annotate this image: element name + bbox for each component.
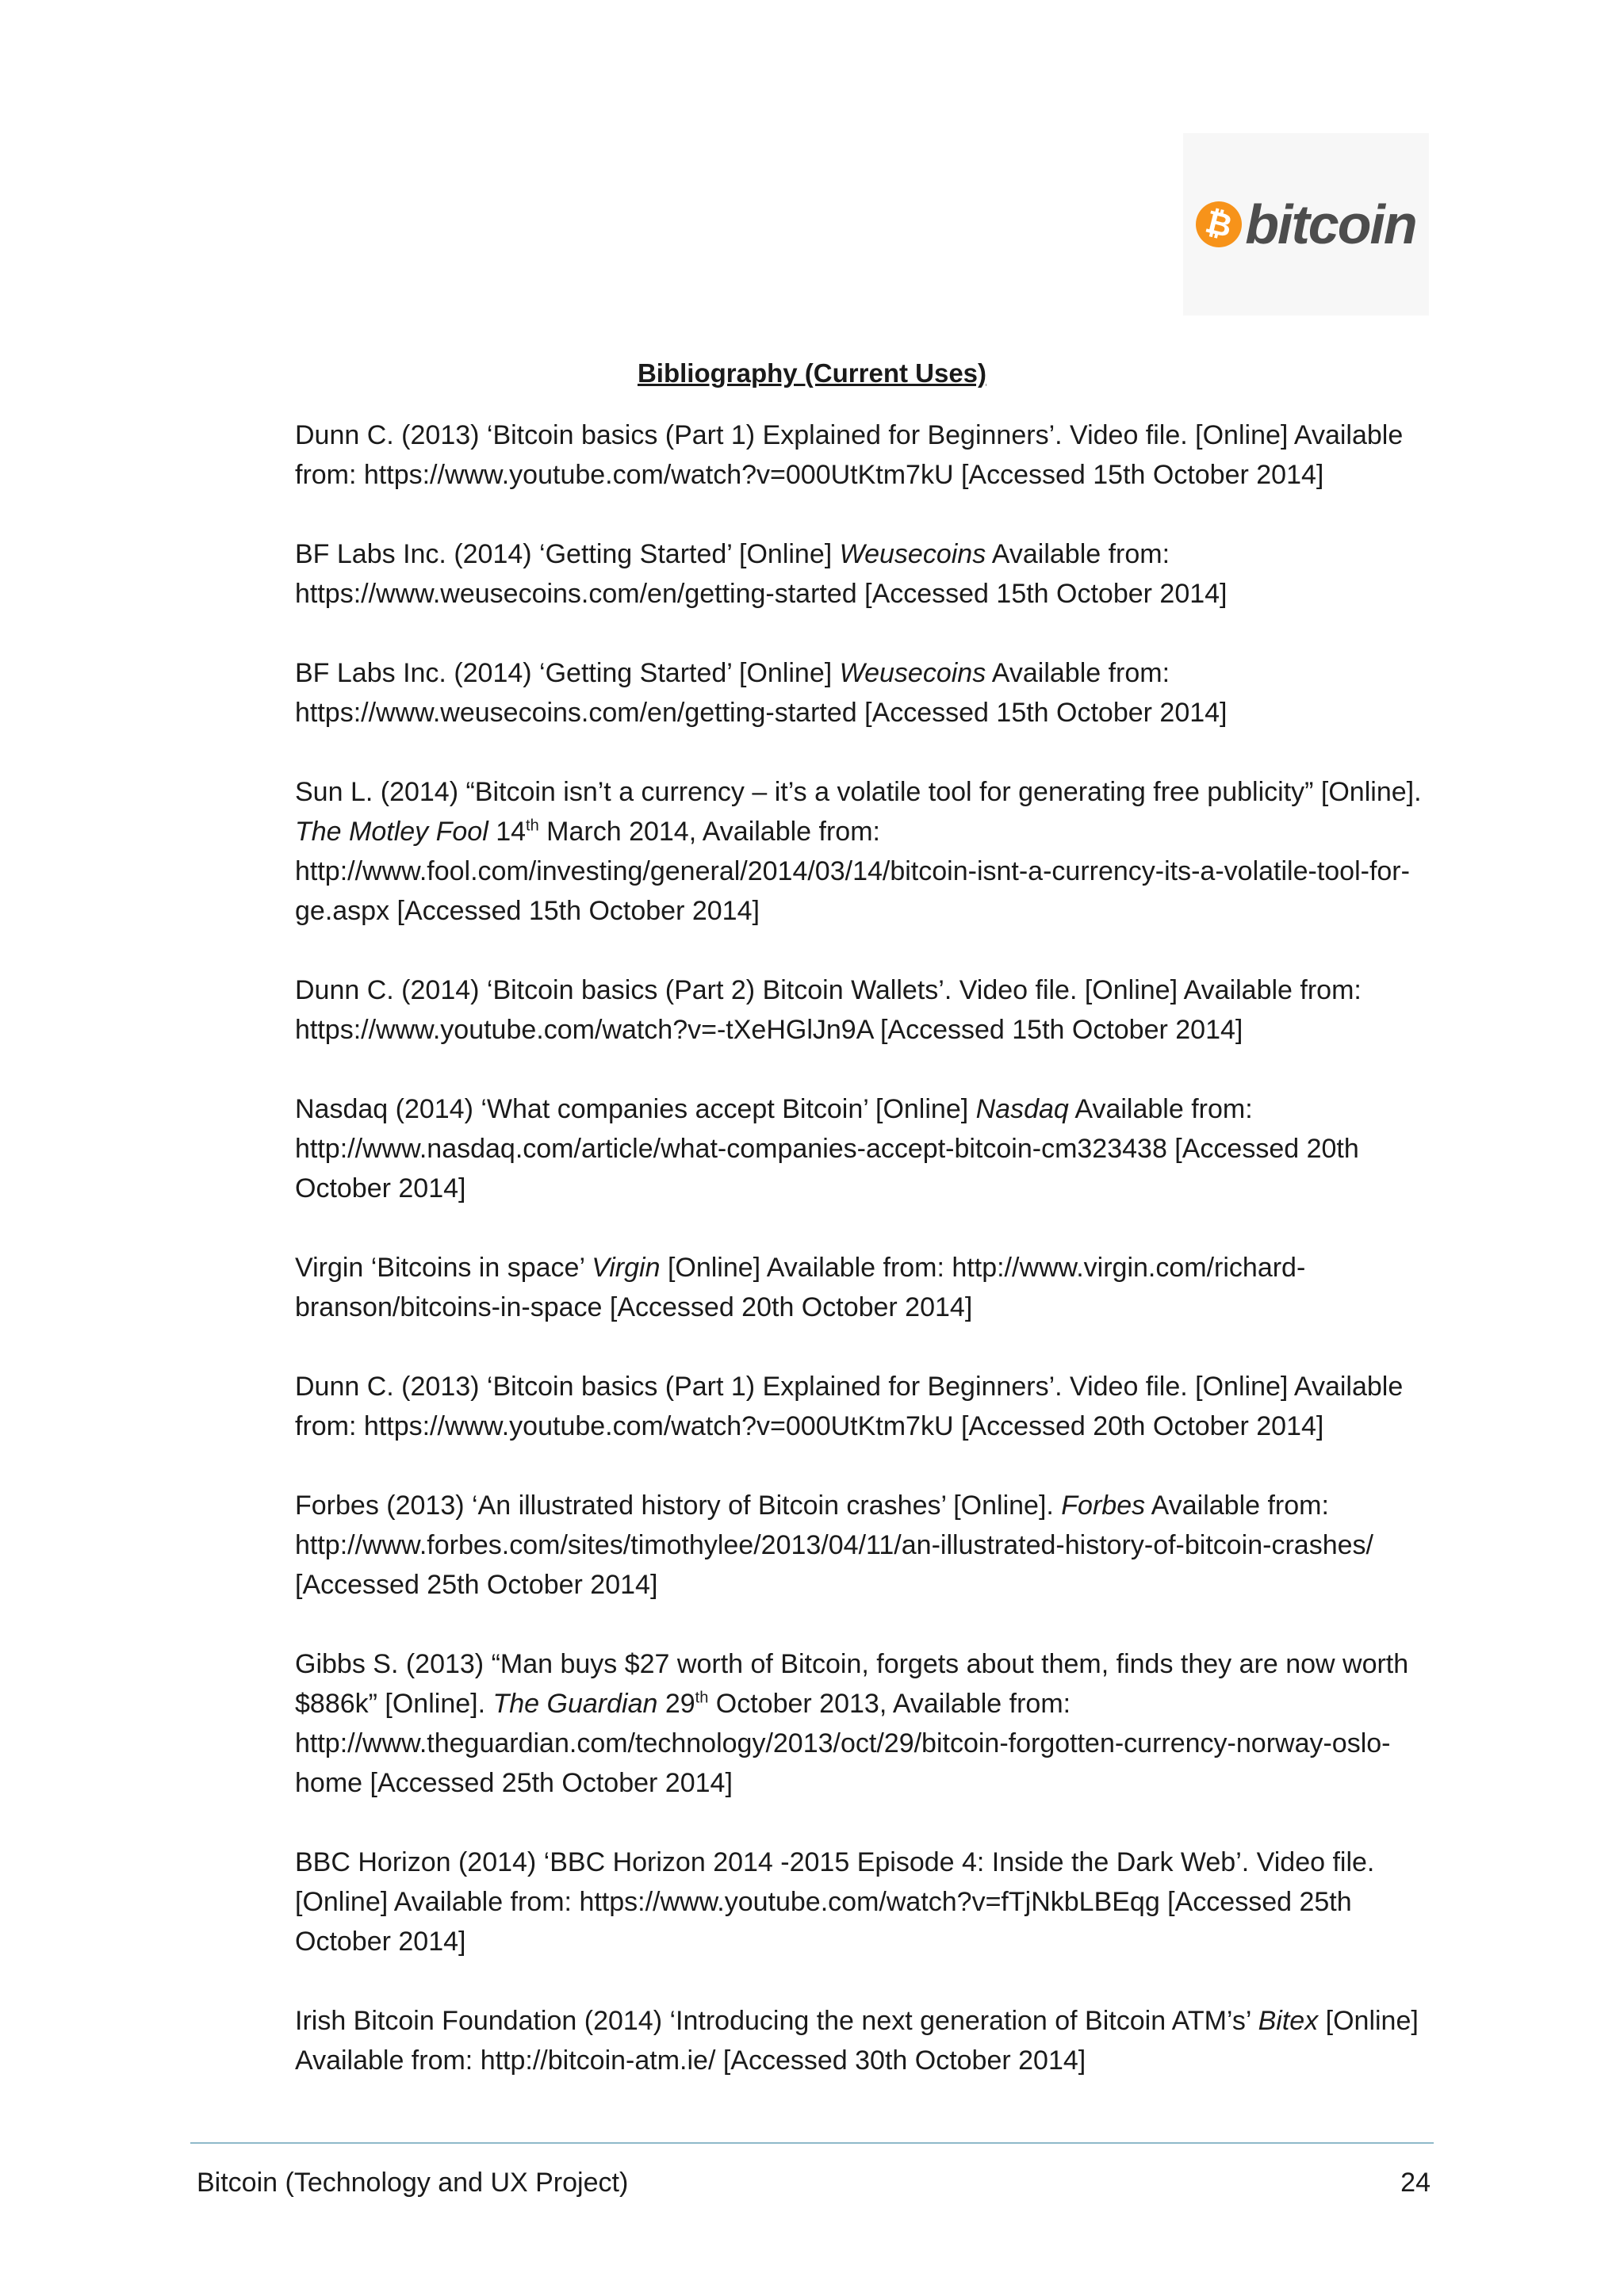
entry-text: October 2013, Available from: http://www.theguardian.com/technology/2013/oct/29/bitcoin-forgotten-currency-norway-oslo-home [Accessed 25th October 2014] <box>295 1689 1391 1798</box>
entry-source: Weusecoins <box>839 539 986 569</box>
bibliography-entry <box>295 415 1437 495</box>
entry-text: Forbes (2013) ‘An illustrated history of Bitcoin crashes’ [Online]. <box>295 1490 1062 1521</box>
entry-source: Virgin <box>592 1253 661 1283</box>
entry-text: Available from: http://www.forbes.com/sites/timothylee/2013/04/11/an-illustrated-history-of-bitcoin-crashes/ [Accessed 25th October 2014] <box>295 1490 1373 1600</box>
ordinal-suffix: th <box>526 817 539 835</box>
bitcoin-coin-icon: ₿ <box>1191 197 1247 252</box>
bibliography-entry <box>295 2001 1437 2080</box>
bibliography-entry <box>295 653 1437 733</box>
entry-text: March 2014, Available from: http://www.fool.com/investing/general/2014/03/14/bitcoin-isnt-a-currency-its-a-volatile-tool-for-ge.aspx [Accessed 15th October 2014] <box>295 817 1410 926</box>
entry-text: Nasdaq (2014) ‘What companies accept Bitcoin’ [Online] <box>295 1094 976 1124</box>
logo-inner <box>1196 193 1416 255</box>
entry-source: Weusecoins <box>839 658 986 688</box>
footer-title: Bitcoin (Technology and UX Project) <box>197 2168 629 2198</box>
entry-text: [Online] Available from: http://www.virgin.com/richard-branson/bitcoins-in-space [Accessed 20th October 2014] <box>295 1253 1306 1322</box>
entry-text: 14 <box>488 817 527 847</box>
entry-text: Dunn C. (2014) ‘Bitcoin basics (Part 2) Bitcoin Wallets’. Video file. [Online] Available from: https://www.youtube.com/watch?v=-tXeHGlJn9A [Accessed 15th October 2014] <box>295 975 1362 1045</box>
bibliography-list <box>295 415 1437 2120</box>
entry-text: BBC Horizon (2014) ‘BBC Horizon 2014 -2015 Episode 4: Inside the Dark Web’. Video file. [Online] Available from: https://www.youtube.com/watch?v=fTjNkbLBEqg [Accessed 25th October 2014] <box>295 1847 1375 1957</box>
bibliography-entry <box>295 772 1437 931</box>
bibliography-entry <box>295 534 1437 614</box>
bibliography-entry <box>295 970 1437 1050</box>
page-number: 24 <box>1400 2168 1431 2198</box>
bibliography-entry <box>295 1843 1437 1961</box>
entry-text: Sun L. (2014) “Bitcoin isn’t a currency – it’s a volatile tool for generating free publicity” [Online]. <box>295 777 1422 807</box>
entry-text: Irish Bitcoin Foundation (2014) ‘Introducing the next generation of Bitcoin ATM’s’ <box>295 2006 1258 2036</box>
entry-source: The Motley Fool <box>295 817 488 847</box>
page-title: Bibliography (Current Uses) <box>637 358 987 388</box>
bibliography-entry <box>295 1367 1437 1446</box>
entry-text: Dunn C. (2013) ‘Bitcoin basics (Part 1) Explained for Beginners’. Video file. [Online] Available from: https://www.youtube.com/watch?v=000UtKtm7kU [Accessed 15th October 2014] <box>295 420 1404 490</box>
entry-text: 29 <box>657 1689 695 1719</box>
ordinal-suffix: th <box>695 1689 709 1707</box>
footer-divider <box>190 2142 1434 2144</box>
bibliography-entry <box>295 1644 1437 1803</box>
entry-source: Bitex <box>1258 2006 1319 2036</box>
bitcoin-logo <box>1183 133 1429 316</box>
entry-text: BF Labs Inc. (2014) ‘Getting Started’ [Online] <box>295 658 840 688</box>
entry-source: Forbes <box>1061 1490 1146 1521</box>
entry-text: Available from: https://www.weusecoins.com/en/getting-started [Accessed 15th October 2014] <box>295 658 1228 728</box>
entry-text: Available from: https://www.weusecoins.com/en/getting-started [Accessed 15th October 2014] <box>295 539 1228 609</box>
bibliography-entry <box>295 1248 1437 1327</box>
entry-text: BF Labs Inc. (2014) ‘Getting Started’ [Online] <box>295 539 840 569</box>
entry-text: Available from: http://www.nasdaq.com/article/what-companies-accept-bitcoin-cm323438 [Accessed 20th October 2014] <box>295 1094 1359 1203</box>
entry-source: Nasdaq <box>975 1094 1069 1124</box>
bibliography-entry <box>295 1089 1437 1208</box>
entry-text: Dunn C. (2013) ‘Bitcoin basics (Part 1) Explained for Beginners’. Video file. [Online] Available from: https://www.youtube.com/watch?v=000UtKtm7kU [Accessed 20th October 2014] <box>295 1372 1404 1441</box>
entry-text: Gibbs S. (2013) “Man buys $27 worth of Bitcoin, forgets about them, finds they are now worth $886k” [Online]. <box>295 1649 1409 1719</box>
bibliography-entry <box>295 1486 1437 1605</box>
entry-text: [Online] Available from: http://bitcoin-atm.ie/ [Accessed 30th October 2014] <box>295 2006 1419 2076</box>
entry-source: The Guardian <box>492 1689 658 1719</box>
entry-text: Virgin ‘Bitcoins in space’ <box>295 1253 592 1283</box>
bitcoin-wordmark: bitcoin <box>1245 193 1416 255</box>
